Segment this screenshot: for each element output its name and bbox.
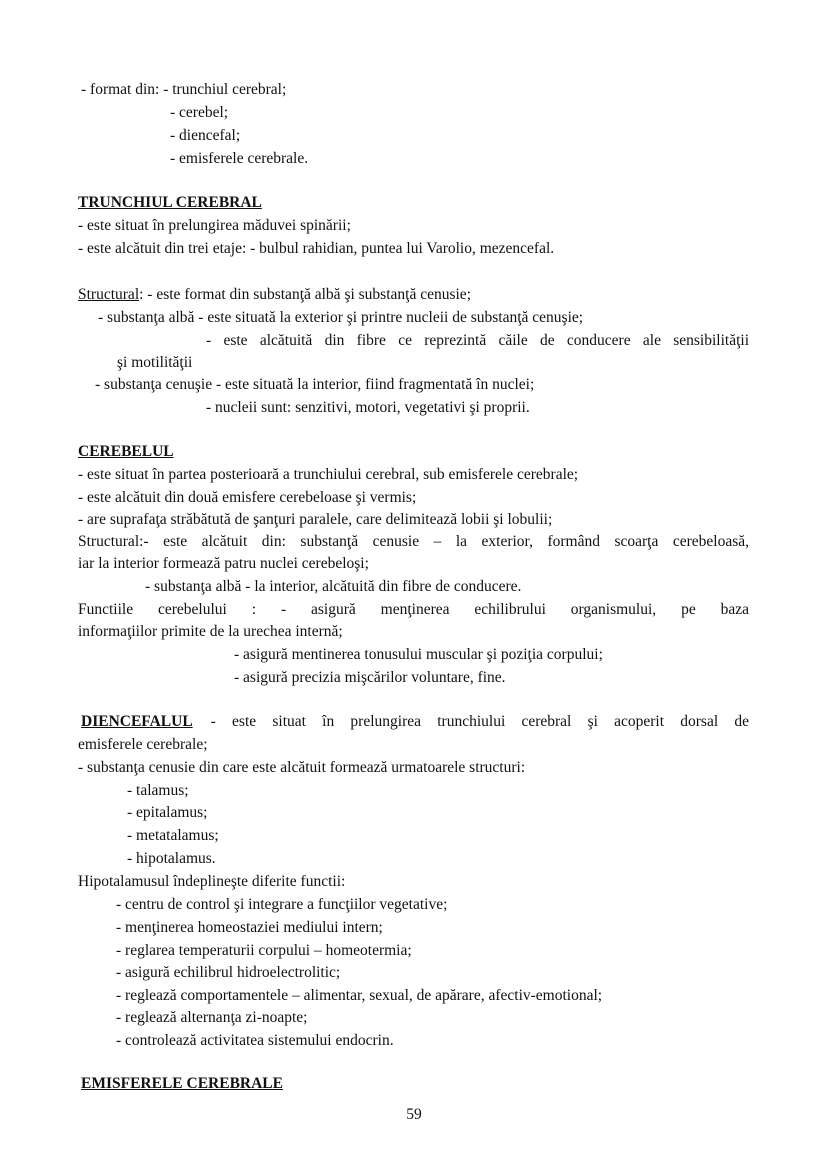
emisferele-heading: EMISFERELE CEREBRALE [81, 1075, 283, 1092]
trunchiul-structural-line [78, 284, 471, 306]
diencefalul-item-metatalamus: - metatalamus; [127, 827, 219, 844]
format-line-2: - cerebel; [170, 104, 229, 121]
trunchiul-heading: TRUNCHIUL CEREBRAL [78, 194, 262, 211]
trunchiul-line-7: - substanţa cenuşie - este situată la interior, fiind fragmentată în nuclei; [95, 376, 535, 393]
structural-label: Structural [78, 286, 140, 303]
cerebelul-line-6: - substanţa albă - la interior, alcătuită din fibre de conducere. [145, 578, 522, 595]
diencefalul-item-talamus: - talamus; [127, 782, 189, 799]
trunchiul-line-2: - este alcătuit din trei etaje: - bulbul rahidian, puntea lui Varolio, mezencefal. [78, 240, 555, 257]
cerebelul-line-2: - este alcătuit din două emisfere cerebeloase şi vermis; [78, 489, 417, 506]
diencefalul-line-1-rest: - este situat în prelungirea trunchiului cerebral şi acoperit dorsal de [210, 713, 749, 730]
format-line-4: - emisferele cerebrale. [170, 150, 309, 167]
hipotalamus-function-6: - reglează alternanţa zi-noapte; [116, 1009, 308, 1026]
structural-rest: : - este format din substanţă albă şi substanţă cenusie; [139, 286, 471, 303]
cerebelul-line-7: Functiile cerebelului : - asigură menţinerea echilibrului organismului, pe baza [78, 601, 749, 618]
hipotalamus-function-2: - menţinerea homeostaziei mediului intern; [116, 919, 383, 936]
hipotalamus-function-4: - asigură echilibrul hidroelectrolitic; [116, 964, 341, 981]
trunchiul-line-6: şi motilităţii [117, 354, 193, 371]
diencefalul-line-1 [81, 711, 749, 733]
trunchiul-line-1: - este situat în prelungirea măduvei spinării; [78, 217, 351, 234]
diencefalul-line-2: emisferele cerebrale; [78, 736, 208, 753]
cerebelul-line-5: iar la interior formează patru nuclei cerebeloşi; [78, 555, 369, 572]
cerebelul-line-4: Structural:- este alcătuit din: substanţă cenusie – la exterior, formând scoarţa cerebeloasă, [78, 533, 749, 550]
trunchiul-line-8: - nucleii sunt: senzitivi, motori, vegetativi şi proprii. [206, 399, 530, 416]
page-number: 59 [406, 1106, 422, 1123]
diencefalul-heading: DIENCEFALUL [81, 713, 193, 730]
cerebelul-line-3: - are suprafaţa străbătută de şanţuri paralele, care delimitează lobii şi lobulii; [78, 511, 553, 528]
format-line-3: - diencefal; [170, 127, 241, 144]
cerebelul-line-9: - asigură mentinerea tonusului muscular şi poziţia corpului; [234, 646, 603, 663]
diencefalul-item-epitalamus: - epitalamus; [127, 804, 208, 821]
cerebelul-line-8: informaţiilor primite de la urechea internă; [78, 623, 343, 640]
diencefalul-line-3: - substanţa cenusie din care este alcătuit formează urmatoarele structuri: [78, 759, 526, 776]
hipotalamus-function-5: - reglează comportamentele – alimentar, sexual, de apărare, afectiv-emotional; [116, 987, 603, 1004]
hipotalamus-function-7: - controlează activitatea sistemului endocrin. [116, 1032, 394, 1049]
hipotalamus-function-3: - reglarea temperaturii corpului – homeotermia; [116, 942, 412, 959]
cerebelul-line-1: - este situat în partea posterioară a trunchiului cerebral, sub emisferele cerebrale; [78, 466, 579, 483]
cerebelul-heading: CEREBELUL [78, 443, 174, 460]
diencefalul-item-hipotalamus: - hipotalamus. [127, 850, 216, 867]
format-line-1: - format din: - trunchiul cerebral; [81, 81, 287, 98]
hipotalamus-intro: Hipotalamusul îndeplineşte diferite functii: [78, 873, 346, 890]
trunchiul-line-5: - este alcătuită din fibre ce reprezintă căile de conducere ale sensibilităţii [206, 332, 749, 349]
trunchiul-line-4: - substanţa albă - este situată la exterior şi printre nucleii de substanţă cenuşie; [98, 309, 584, 326]
hipotalamus-function-1: - centru de control şi integrare a funcţiilor vegetative; [116, 896, 448, 913]
cerebelul-line-10: - asigură precizia mişcărilor voluntare, fine. [234, 669, 506, 686]
